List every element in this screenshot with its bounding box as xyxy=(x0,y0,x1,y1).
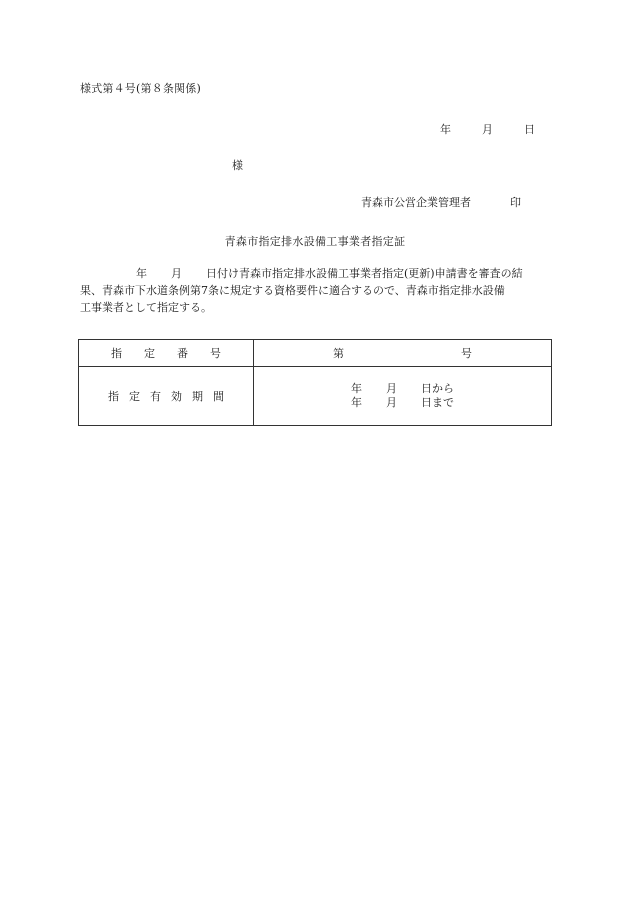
date-year-label: 年 xyxy=(440,123,451,136)
body-line-1-text: 日付け青森市指定排水設備工事業者指定(更新)申請書を審査の結 xyxy=(206,267,523,280)
from-year-label: 年 xyxy=(351,382,362,395)
date-day-label: 日 xyxy=(524,123,535,136)
date-month-label: 月 xyxy=(482,123,493,136)
seal-mark: 印 xyxy=(510,196,521,209)
form-number-label: 様式第４号(第８条関係) xyxy=(80,82,201,95)
period-to-line xyxy=(351,396,454,410)
body-paragraph xyxy=(80,265,550,316)
from-day-label: 日から xyxy=(421,382,454,395)
body-line-3: 工事業者として指定する。 xyxy=(80,301,212,314)
number-suffix: 号 xyxy=(461,347,472,360)
validity-period-dates xyxy=(351,382,454,410)
to-day-label: 日まで xyxy=(421,396,454,409)
date-line xyxy=(440,121,535,137)
document-title: 青森市指定排水設備工事業者指定証 xyxy=(224,235,406,248)
validity-period-label-cell xyxy=(79,367,254,426)
period-from-line xyxy=(351,382,454,396)
from-month-label: 月 xyxy=(386,382,397,395)
validity-period-value-cell xyxy=(254,367,552,426)
addressee-suffix: 様 xyxy=(232,159,243,172)
to-year-label: 年 xyxy=(351,396,362,409)
designation-table xyxy=(78,339,552,426)
body-line-2: 果、青森市下水道条例第7条に規定する資格要件に適合するので、青森市指定排水設備 xyxy=(80,284,505,297)
body-line-1 xyxy=(80,265,550,282)
body-month-label: 月 xyxy=(171,267,182,280)
to-month-label: 月 xyxy=(386,396,397,409)
body-year-label: 年 xyxy=(136,267,147,280)
designation-number-value-cell xyxy=(254,340,552,367)
validity-period-label: 指定有効期間 xyxy=(108,390,234,403)
designation-number-label-cell xyxy=(79,340,254,367)
designation-number-label: 指定番号 xyxy=(111,347,243,360)
table-row xyxy=(79,340,552,367)
table-row xyxy=(79,367,552,426)
number-prefix: 第 xyxy=(333,347,344,360)
issuer-name: 青森市公営企業管理者 xyxy=(361,196,471,209)
